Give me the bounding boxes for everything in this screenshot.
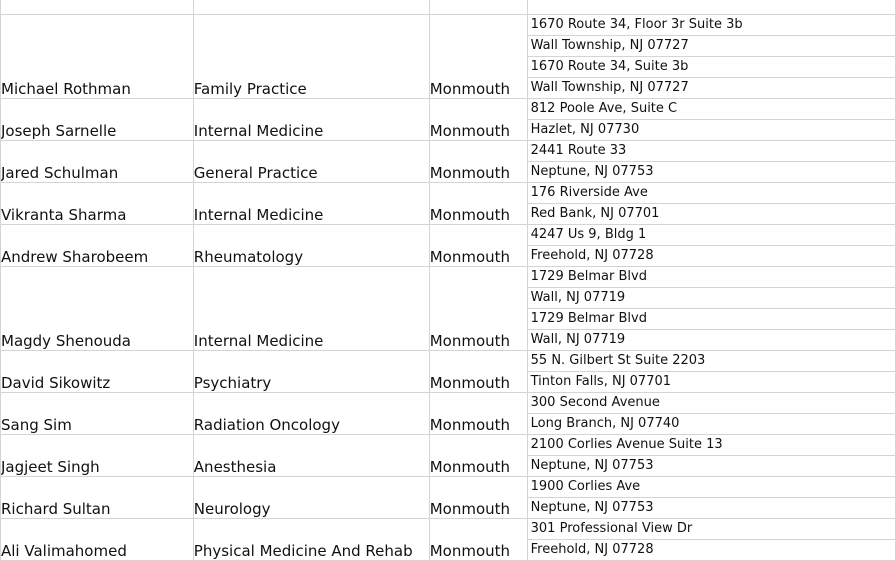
cell-county[interactable]: Monmouth bbox=[429, 519, 527, 561]
address-line: Neptune, NJ 07753 bbox=[528, 161, 895, 182]
address-line: 1670 Route 34, Floor 3r Suite 3b bbox=[530, 17, 743, 32]
address-line: Wall, NJ 07719 bbox=[528, 287, 895, 308]
cell-specialty[interactable]: Internal Medicine bbox=[193, 183, 429, 225]
cell-county[interactable]: Monmouth bbox=[429, 267, 527, 351]
cell-county[interactable]: Monmouth bbox=[429, 351, 527, 393]
address-line: 55 N. Gilbert St Suite 2203 bbox=[530, 353, 706, 368]
address-line: 2100 Corlies Avenue Suite 13 bbox=[530, 437, 723, 452]
table-row bbox=[1, 183, 896, 225]
cell-name[interactable]: Michael Rothman bbox=[1, 15, 194, 99]
address-line: Hazlet, NJ 07730 bbox=[528, 119, 895, 140]
address-line: 301 Professional View Dr bbox=[530, 521, 693, 536]
table-row bbox=[1, 351, 896, 393]
address-line: 1729 Belmar Blvd bbox=[530, 269, 647, 284]
cell-county[interactable]: Monmouth bbox=[429, 435, 527, 477]
table-row bbox=[1, 141, 896, 183]
cell-address[interactable] bbox=[527, 477, 895, 519]
cell-address[interactable] bbox=[527, 99, 895, 141]
cell-specialty[interactable] bbox=[193, 0, 429, 15]
cell-name[interactable]: Jagjeet Singh bbox=[1, 435, 194, 477]
table-row bbox=[1, 435, 896, 477]
cell-county[interactable]: Monmouth bbox=[429, 477, 527, 519]
cell-name[interactable]: Joseph Sarnelle bbox=[1, 99, 194, 141]
cell-specialty[interactable]: Physical Medicine And Rehab bbox=[193, 519, 429, 561]
cell-name[interactable]: David Sikowitz bbox=[1, 351, 194, 393]
cell-name[interactable]: Andrew Sharobeem bbox=[1, 225, 194, 267]
address-line: Neptune, NJ 07753 bbox=[528, 497, 895, 518]
address-line: 1729 Belmar Blvd bbox=[528, 308, 895, 329]
cell-address[interactable] bbox=[527, 267, 895, 351]
cell-specialty[interactable]: Family Practice bbox=[193, 15, 429, 99]
table-row bbox=[1, 99, 896, 141]
cell-specialty[interactable]: General Practice bbox=[193, 141, 429, 183]
cell-name[interactable]: Jared Schulman bbox=[1, 141, 194, 183]
cell-address[interactable] bbox=[527, 183, 895, 225]
cell-county[interactable]: Monmouth bbox=[429, 183, 527, 225]
cell-name[interactable]: Magdy Shenouda bbox=[1, 267, 194, 351]
table-row bbox=[1, 477, 896, 519]
table-row bbox=[1, 519, 896, 561]
cell-county[interactable] bbox=[429, 0, 527, 15]
cell-address[interactable] bbox=[527, 225, 895, 267]
address-line: 812 Poole Ave, Suite C bbox=[530, 101, 678, 116]
cell-address[interactable] bbox=[527, 0, 895, 15]
address-line: Wall, NJ 07719 bbox=[528, 329, 895, 350]
cell-specialty[interactable]: Neurology bbox=[193, 477, 429, 519]
table-row bbox=[1, 267, 896, 351]
cell-specialty[interactable]: Rheumatology bbox=[193, 225, 429, 267]
address-line: Neptune, NJ 07753 bbox=[528, 455, 895, 476]
address-line bbox=[528, 0, 895, 14]
table-row bbox=[1, 15, 896, 99]
cell-name[interactable]: Sang Sim bbox=[1, 393, 194, 435]
cell-name[interactable]: Richard Sultan bbox=[1, 477, 194, 519]
address-line: 4247 Us 9, Bldg 1 bbox=[530, 227, 647, 242]
address-line: 176 Riverside Ave bbox=[530, 185, 648, 200]
address-line: 1900 Corlies Ave bbox=[530, 479, 641, 494]
address-line: Tinton Falls, NJ 07701 bbox=[528, 371, 895, 392]
address-line: 1670 Route 34, Suite 3b bbox=[528, 56, 895, 77]
cell-specialty[interactable]: Internal Medicine bbox=[193, 267, 429, 351]
cell-county[interactable]: Monmouth bbox=[429, 141, 527, 183]
cell-name[interactable] bbox=[1, 0, 194, 15]
cell-county[interactable]: Monmouth bbox=[429, 99, 527, 141]
cell-address[interactable] bbox=[527, 435, 895, 477]
partial-top-row bbox=[1, 0, 896, 15]
address-line: Freehold, NJ 07728 bbox=[528, 539, 895, 560]
cell-address[interactable] bbox=[527, 393, 895, 435]
cell-county[interactable]: Monmouth bbox=[429, 393, 527, 435]
address-line: 300 Second Avenue bbox=[530, 395, 660, 410]
cell-specialty[interactable]: Internal Medicine bbox=[193, 99, 429, 141]
spreadsheet-body bbox=[1, 0, 896, 561]
cell-name[interactable]: Ali Valimahomed bbox=[1, 519, 194, 561]
address-line: Wall Township, NJ 07727 bbox=[528, 35, 895, 56]
cell-address[interactable] bbox=[527, 15, 895, 99]
cell-address[interactable] bbox=[527, 141, 895, 183]
cell-county[interactable]: Monmouth bbox=[429, 15, 527, 99]
cell-county[interactable]: Monmouth bbox=[429, 225, 527, 267]
cell-address[interactable] bbox=[527, 351, 895, 393]
address-line: Long Branch, NJ 07740 bbox=[528, 413, 895, 434]
address-line: Wall Township, NJ 07727 bbox=[528, 77, 895, 98]
table-row bbox=[1, 393, 896, 435]
address-line: Freehold, NJ 07728 bbox=[528, 245, 895, 266]
cell-specialty[interactable]: Psychiatry bbox=[193, 351, 429, 393]
cell-name[interactable]: Vikranta Sharma bbox=[1, 183, 194, 225]
cell-specialty[interactable]: Anesthesia bbox=[193, 435, 429, 477]
cell-specialty[interactable]: Radiation Oncology bbox=[193, 393, 429, 435]
cell-address[interactable] bbox=[527, 519, 895, 561]
address-line: Red Bank, NJ 07701 bbox=[528, 203, 895, 224]
address-line: 2441 Route 33 bbox=[530, 143, 627, 158]
table-row bbox=[1, 225, 896, 267]
